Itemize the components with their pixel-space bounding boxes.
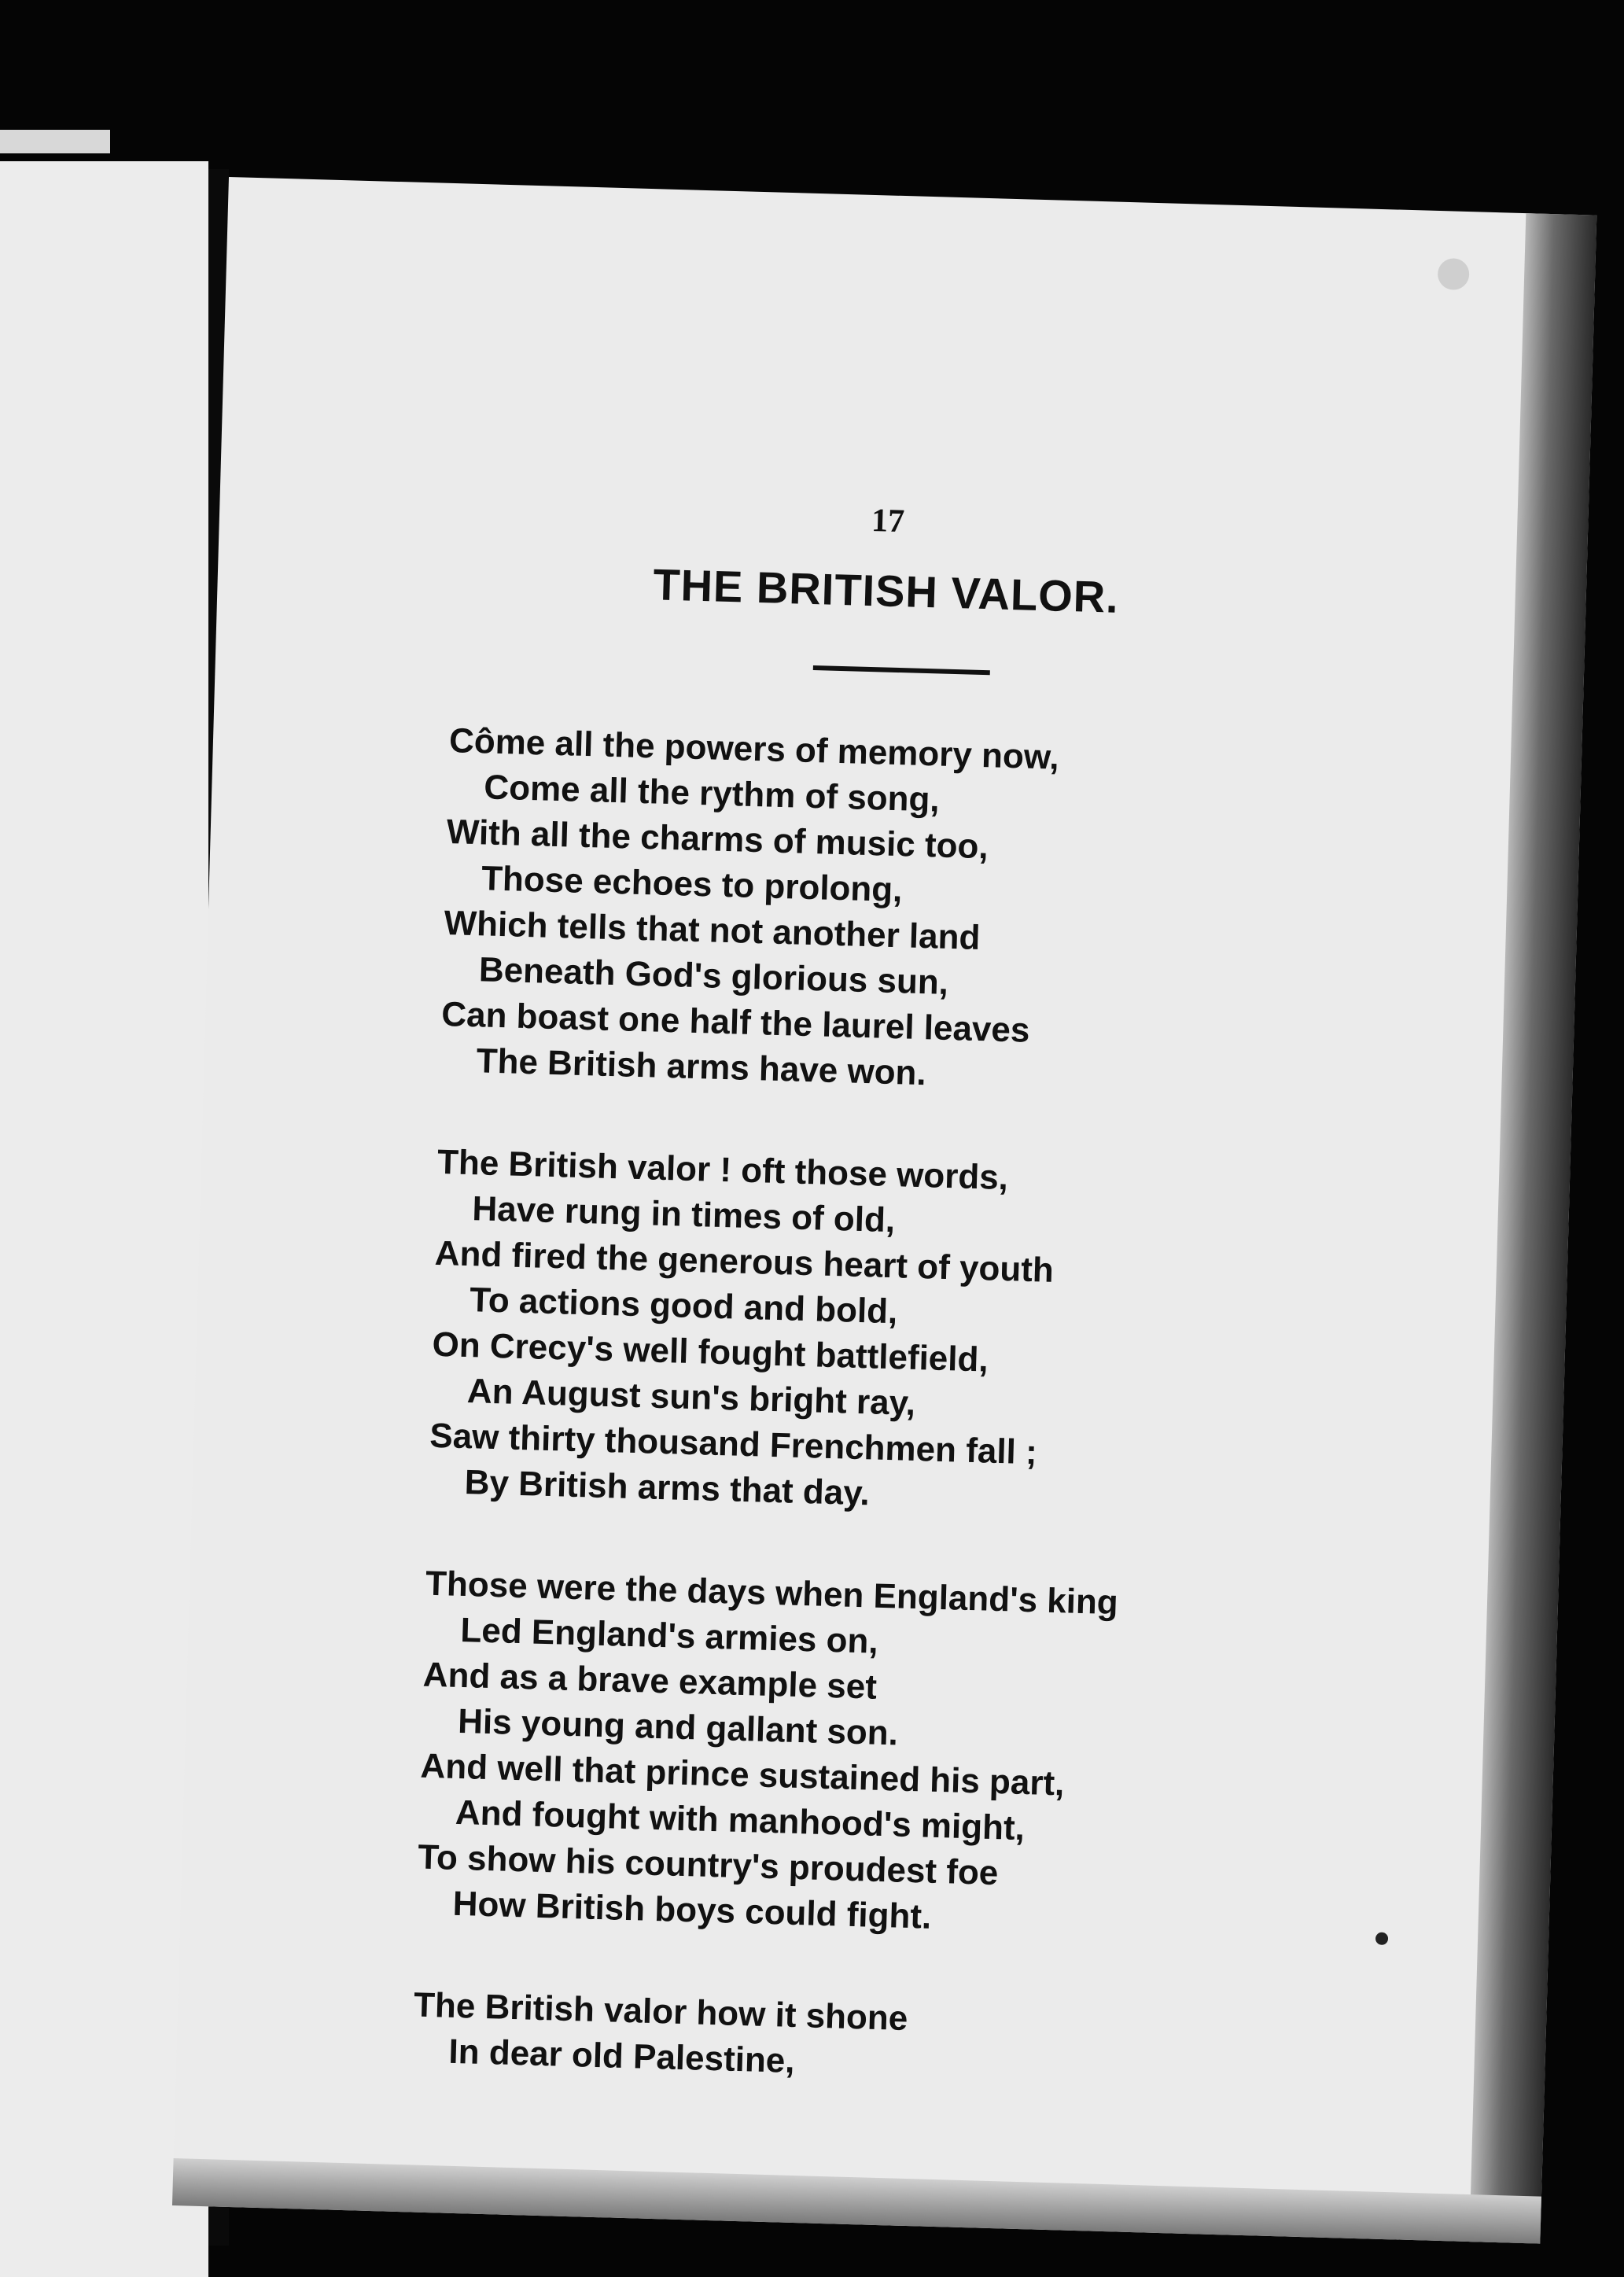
stanza: [412, 1982, 1358, 2099]
title-rule: [813, 665, 990, 675]
poem-line: With all the charms of music too,: [446, 812, 989, 867]
poem-line: The British valor how it shone: [413, 1985, 908, 2039]
poem-line: Have rung in times of old,: [471, 1189, 896, 1240]
book-page: [172, 177, 1596, 2244]
poem-line: On Crecy's well fought battlefield,: [431, 1325, 989, 1380]
poem-line: To show his country's proudest foe: [417, 1837, 999, 1893]
poem-line: And fired the generous heart of youth: [434, 1233, 1055, 1290]
poem-line: Saw thirty thousand Frenchmen fall ;: [429, 1416, 1038, 1472]
poem-line: And well that prince sustained his part,: [420, 1746, 1066, 1804]
poem-line: And as a brave example set: [422, 1655, 878, 1707]
poem-body: [411, 718, 1394, 2157]
poem-line: Which tells that not another land: [443, 904, 981, 958]
page-number: 17: [871, 502, 905, 540]
poem-line: To actions good and bold,: [469, 1280, 898, 1332]
poem-line: Come all the rythm of song,: [483, 768, 941, 820]
stanza: [428, 1140, 1381, 1531]
poem-line: Can boast one half the laurel leaves: [440, 994, 1031, 1050]
stanza: [440, 718, 1393, 1109]
left-page-edge: [0, 130, 110, 153]
poem-line: How British boys could fight.: [452, 1884, 932, 1936]
page-bottom-shadow: [172, 2158, 1541, 2244]
poem-title: THE BRITISH VALOR.: [652, 559, 1120, 622]
poem-line: His young and gallant son.: [457, 1701, 899, 1753]
page-speck: [1438, 258, 1470, 290]
poem-line: An August sun's bright ray,: [466, 1372, 916, 1423]
poem-line: And fought with manhood's might,: [455, 1792, 1026, 1848]
poem-line: Led England's armies on,: [459, 1610, 879, 1661]
left-page: [0, 161, 208, 2277]
poem-line: Those echoes to prolong,: [481, 859, 904, 910]
poem-line: Beneath God's glorious sun,: [478, 950, 949, 1002]
poem-line: The British valor ! oft those words,: [436, 1142, 1009, 1198]
poem-line: Côme all the powers of memory now,: [448, 721, 1060, 777]
poem-line: Those were the days when England's king: [425, 1564, 1119, 1623]
page-edge-shadow: [1469, 213, 1596, 2244]
poem-line: The British arms have won.: [476, 1041, 927, 1093]
poem-line: In dear old Palestine,: [447, 2032, 796, 2081]
poem-line: By British arms that day.: [464, 1463, 871, 1513]
page-speck: [1375, 1933, 1388, 1945]
stanza: [416, 1561, 1369, 1952]
